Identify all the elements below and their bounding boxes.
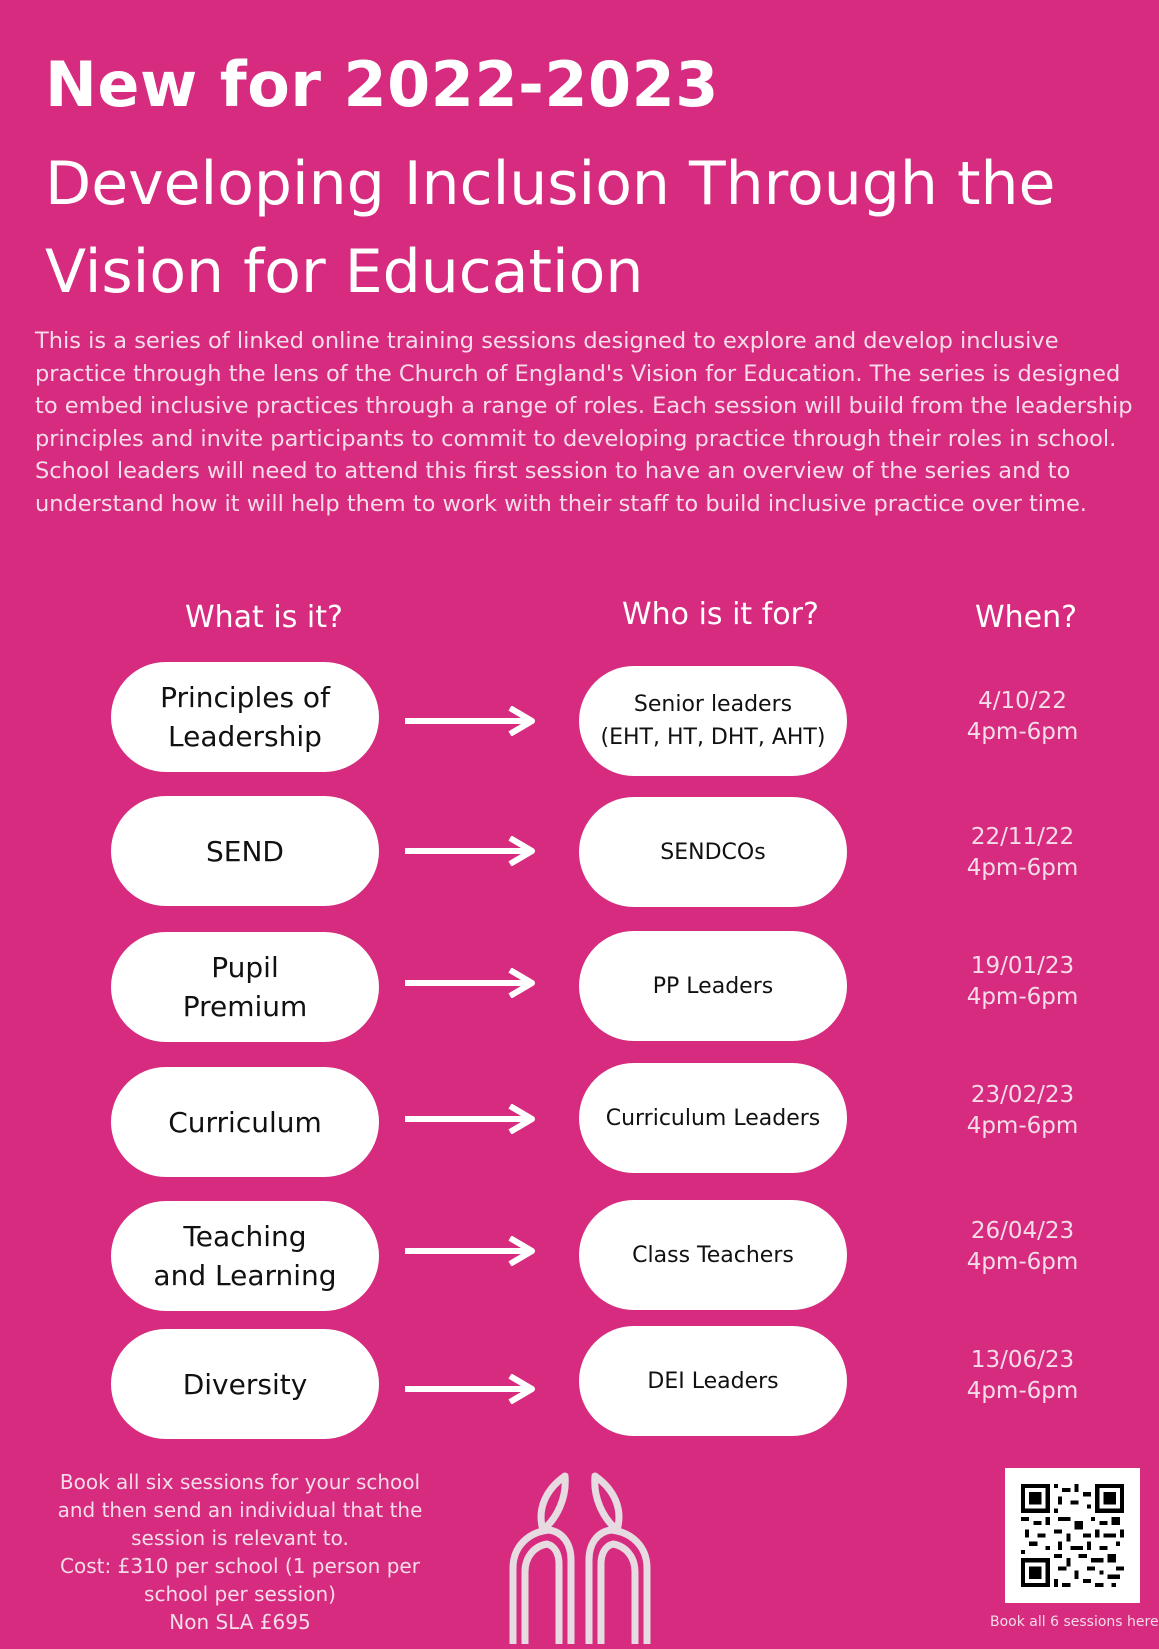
session-time: 4pm-6pm [966,1113,1079,1139]
session-audience: Class Teachers [632,1242,794,1268]
session-topic-pill [111,932,379,1042]
session-topic: Principles of Leadership [160,681,330,753]
session-when [930,1080,1115,1142]
arrow-right-icon [405,1236,540,1266]
church-window-logo-icon [505,1468,655,1646]
session-date: 23/02/23 [970,1082,1075,1108]
session-audience: SENDCOs [660,839,766,865]
session-time: 4pm-6pm [966,855,1079,881]
session-topic-pill [111,1329,379,1439]
session-topic: Diversity [182,1367,308,1401]
session-time: 4pm-6pm [966,1249,1079,1275]
page-title: Developing Inclusion Through the Vision for Education [45,149,1056,307]
session-audience: PP Leaders [652,973,774,999]
intro-paragraph: This is a series of linked online training sessions designed to explore and develop inclusive practice through the lens of the Church of England's Vision for Education. The series is designed to embed inclusive practices through a range of roles. Each session will build from the leadership principles and invite participants to commit to developing practice through their roles in school. School leaders will need to attend this first session to have an overview of the series and to understand how it will help them to work with their staff to build inclusive practice over time. [35,328,1133,517]
session-audience-pill [579,1200,847,1310]
session-audience-pill [579,1063,847,1173]
session-when [930,1216,1115,1278]
session-topic-pill [111,1201,379,1311]
arrow-right-icon [405,836,540,866]
session-audience: Curriculum Leaders [605,1105,821,1131]
session-topic-pill [111,1067,379,1177]
session-when [930,822,1115,884]
session-date: 19/01/23 [970,953,1075,979]
session-audience-pill [579,666,847,776]
session-when [930,686,1115,748]
session-date: 4/10/22 [978,688,1067,714]
qr-code-icon[interactable] [1005,1468,1140,1603]
column-heading-who: Who is it for? [622,597,819,632]
column-heading-what: What is it? [185,600,343,635]
session-date: 13/06/23 [970,1347,1075,1373]
session-audience: Senior leaders (EHT, HT, DHT, AHT) [600,692,826,750]
session-time: 4pm-6pm [966,719,1079,745]
session-audience-pill [579,797,847,907]
session-date: 26/04/23 [970,1218,1075,1244]
session-when [930,1345,1115,1407]
arrow-right-icon [405,968,540,998]
session-when [930,951,1115,1013]
qr-caption: Book all 6 sessions here [990,1614,1159,1630]
arrow-right-icon [405,1374,540,1404]
kicker-heading: New for 2022-2023 [45,48,719,121]
session-topic: Teaching and Learning [153,1220,337,1292]
booking-info: Book all six sessions for your school and then send an individual that the session is relevant to. Cost: £310 per school (1 person per school per session) Non SLA £695 [57,1470,423,1634]
session-time: 4pm-6pm [966,1378,1079,1404]
session-time: 4pm-6pm [966,984,1079,1010]
session-topic-pill [111,796,379,906]
session-audience-pill [579,931,847,1041]
session-topic: SEND [206,834,284,868]
arrow-right-icon [405,1104,540,1134]
qr-code-pattern [1021,1484,1124,1587]
arrow-right-icon [405,706,540,736]
session-topic: Pupil Premium [182,951,308,1023]
session-audience: DEI Leaders [647,1368,779,1394]
session-date: 22/11/22 [970,824,1075,850]
session-audience-pill [579,1326,847,1436]
column-heading-when: When? [975,600,1078,635]
session-topic-pill [111,662,379,772]
session-topic: Curriculum [168,1105,322,1139]
